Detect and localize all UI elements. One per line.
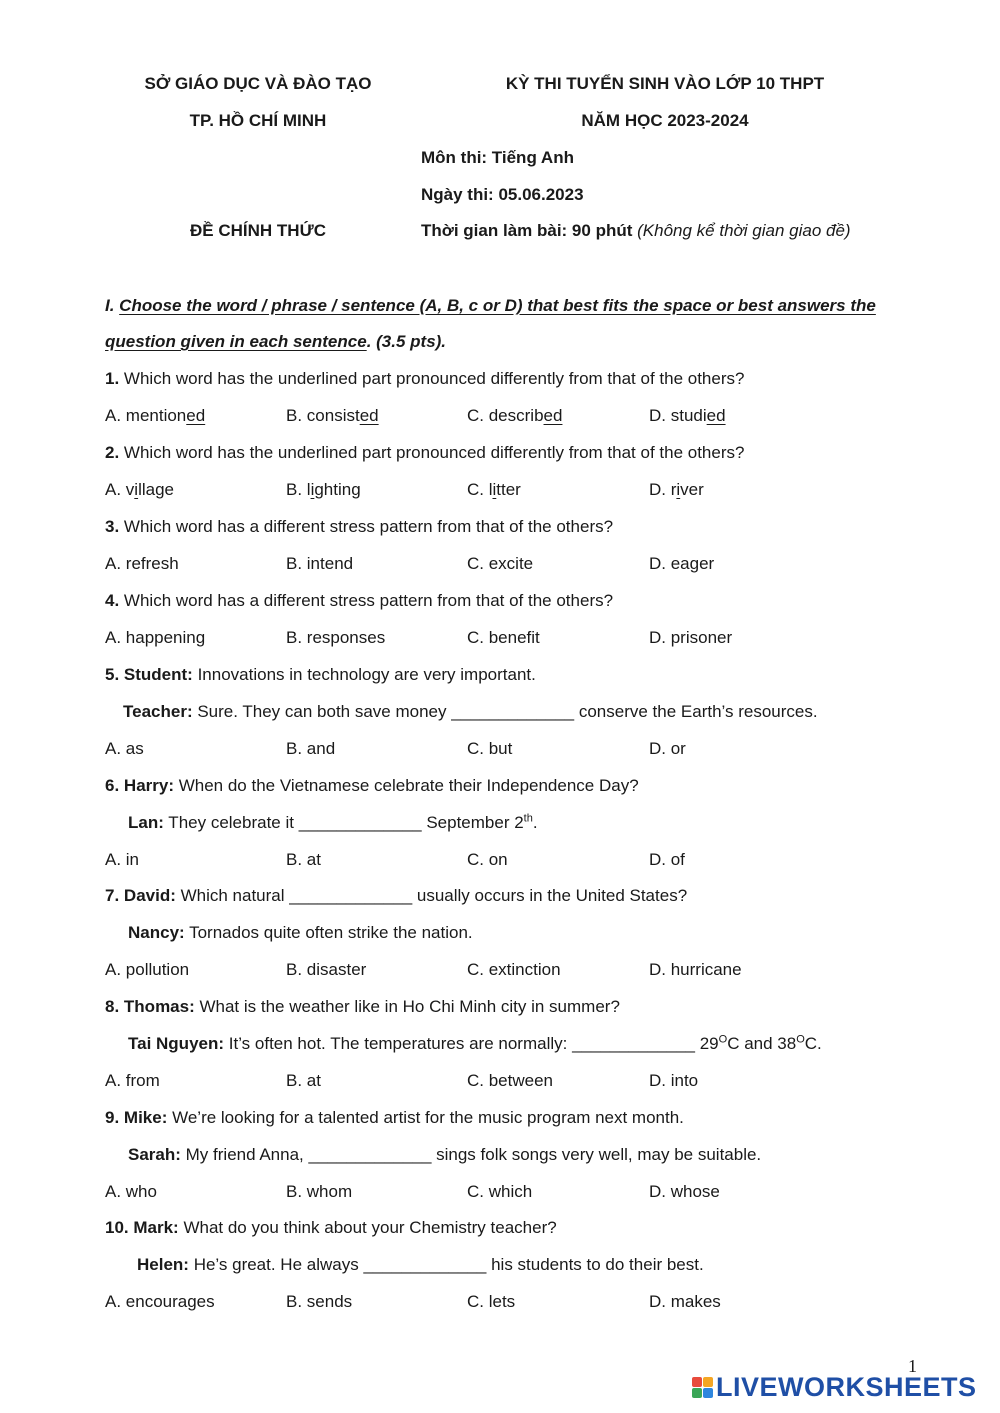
option-d[interactable] [649,405,726,427]
option-d[interactable]: D. into [649,1071,699,1090]
question-7 [105,885,687,907]
option-a[interactable]: A. happening [105,628,206,647]
option-text: C. l [467,480,493,499]
option-text: B. l [286,480,311,499]
underlined-part: ed [543,406,563,425]
question-text: Which word has a different stress pattern from that of the others? [119,517,614,536]
option-b[interactable]: B. responses [286,628,386,647]
option-text: A. mention [105,406,187,425]
underlined-part: i [492,480,497,499]
question-text: Which word has a different stress pattern from that of the others? [119,591,614,610]
question-5 [105,664,536,686]
speaker-name: Mike: [119,1108,168,1127]
dialogue-line: Tornados quite often strike the nation. [184,923,473,942]
option-c[interactable]: C. benefit [467,628,540,647]
exam-time-note: (Không kể thời gian giao đề) [637,221,851,240]
speaker-name: Tai Nguyen: [128,1034,225,1053]
question-number: 1. [105,369,120,388]
option-b[interactable]: B. sends [286,1292,353,1311]
option-c[interactable]: C. extinction [467,960,561,979]
option-text: B. consist [286,406,360,425]
section-instruction-text1: Choose the word / phrase / sentence (A, B, c or D) that best fits the space or best answers the [119,296,876,315]
speaker-name: Sarah: [128,1145,181,1164]
logo-tile [703,1377,713,1387]
underlined-part: ed [359,406,379,425]
question-1 [105,368,744,390]
option-b[interactable]: B. at [286,1071,321,1090]
option-d[interactable]: D. hurricane [649,960,742,979]
logo-tile [692,1377,702,1387]
underlined-part: ed [706,406,726,425]
question-10 [105,1217,557,1239]
liveworksheets-brand: LIVEWORKSHEETS [716,1372,977,1402]
option-c[interactable] [467,479,521,501]
exam-date: Ngày thi: 05.06.2023 [421,185,584,204]
exam-title: KỲ THI TUYỂN SINH VÀO LỚP 10 THPT [505,74,825,93]
question-number: 10. [105,1218,129,1237]
option-d[interactable]: D. whose [649,1182,720,1201]
speaker-name: Teacher: [123,702,193,721]
option-text-rest: tter [496,480,521,499]
speaker-name: Lan: [128,813,164,832]
option-text-rest: ghting [314,480,361,499]
question-7-reply [128,922,473,944]
question-6 [105,775,639,797]
logo-tile [692,1388,702,1398]
dialogue-line: What do you think about your Chemistry teacher? [178,1218,557,1237]
liveworksheets-logo[interactable] [692,1372,977,1403]
section-points: . (3.5 pts). [366,332,447,351]
option-a[interactable]: A. encourages [105,1292,215,1311]
section-instruction-line1 [105,295,876,317]
question-8 [105,996,620,1018]
school-year: NĂM HỌC 2023-2024 [581,111,749,130]
option-a[interactable] [105,479,174,501]
option-c[interactable]: C. lets [467,1292,516,1311]
question-3 [105,516,613,538]
option-c[interactable]: C. excite [467,554,534,573]
option-c[interactable]: C. but [467,739,513,758]
superscript: O [796,1033,805,1046]
option-a[interactable]: A. in [105,850,140,869]
speaker-name: Student: [119,665,193,684]
superscript: O [718,1033,728,1046]
question-number: 2. [105,443,120,462]
option-d[interactable] [649,479,704,501]
question-6-reply [128,812,538,834]
option-d[interactable]: D. or [649,739,686,758]
option-text-rest: llage [138,480,174,499]
option-d[interactable]: D. makes [649,1292,721,1311]
question-10-reply [137,1254,704,1276]
section-roman: I. [105,296,120,315]
official-exam-label: ĐỀ CHÍNH THỨC [190,221,326,240]
page-number: 1 [908,1356,917,1376]
question-number: 7. [105,886,120,905]
dialogue-line: They celebrate it _____________ September 2 [163,813,524,832]
option-b[interactable]: B. intend [286,554,354,573]
option-text: C. describ [467,406,544,425]
option-a[interactable]: A. pollution [105,960,190,979]
question-2 [105,442,744,464]
option-text: D. studi [649,406,707,425]
option-a[interactable]: A. who [105,1182,157,1201]
dialogue-end: . [532,813,538,832]
superscript: th [523,812,533,825]
dialogue-line: We’re looking for a talented artist for the music program next month. [167,1108,684,1127]
speaker-name: Thomas: [119,997,195,1016]
department-name: SỞ GIÁO DỤC VÀ ĐÀO TẠO [144,74,372,93]
question-8-reply [128,1033,822,1055]
speaker-name: David: [119,886,176,905]
section-instruction-text2: question given in each sentence [105,332,367,351]
dialogue-line: Sure. They can both save money _____________ conserve the Earth’s resources. [192,702,818,721]
option-d[interactable]: D. of [649,850,685,869]
speaker-name: Mark: [128,1218,179,1237]
option-text: D. r [649,480,677,499]
option-b[interactable]: B. disaster [286,960,367,979]
dialogue-mid: C and 38 [727,1034,797,1053]
option-c[interactable] [467,405,562,427]
option-a[interactable]: A. refresh [105,554,179,573]
question-number: 9. [105,1108,120,1127]
option-b[interactable] [286,405,379,427]
option-text-rest: ver [680,480,704,499]
question-number: 5. [105,665,120,684]
question-9-reply [128,1144,761,1166]
option-c[interactable]: C. on [467,850,508,869]
exam-time-text: Thời gian làm bài: 90 phút [421,221,633,240]
question-5-reply [123,701,818,723]
dialogue-line: What is the weather like in Ho Chi Minh city in summer? [194,997,620,1016]
question-number: 4. [105,591,120,610]
option-d[interactable]: D. eager [649,554,715,573]
underlined-part: ed [186,406,206,425]
underlined-part: i [310,480,315,499]
question-number: 3. [105,517,120,536]
underlined-part: i [676,480,681,499]
section-instruction-line2 [105,331,446,353]
liveworksheets-icon [692,1377,713,1398]
underlined-part: i [134,480,139,499]
exam-time [421,220,851,242]
dialogue-line: My friend Anna, _____________ sings folk songs very well, may be suitable. [180,1145,762,1164]
question-9 [105,1107,684,1129]
city-name: TP. HỒ CHÍ MINH [189,111,327,130]
option-c[interactable]: C. which [467,1182,533,1201]
option-b[interactable] [286,479,361,501]
speaker-name: Helen: [137,1255,189,1274]
question-4 [105,590,613,612]
question-text: Which word has the underlined part pronounced differently from that of the others? [119,369,745,388]
question-text: Which word has the underlined part pronounced differently from that of the others? [119,443,745,462]
logo-tile [703,1388,713,1398]
option-b[interactable]: B. whom [286,1182,353,1201]
speaker-name: Nancy: [128,923,185,942]
exam-subject: Môn thi: Tiếng Anh [421,148,574,167]
question-number: 8. [105,997,120,1016]
dialogue-line: When do the Vietnamese celebrate their Independence Day? [174,776,639,795]
option-d[interactable]: D. prisoner [649,628,733,647]
option-c[interactable]: C. between [467,1071,553,1090]
option-a[interactable]: A. from [105,1071,160,1090]
dialogue-line: It’s often hot. The temperatures are normally: _____________ 29 [224,1034,719,1053]
dialogue-line: He’s great. He always _____________ his students to do their best. [188,1255,704,1274]
speaker-name: Harry: [119,776,174,795]
dialogue-end: C. [804,1034,822,1053]
option-b[interactable]: B. at [286,850,321,869]
dialogue-line: Innovations in technology are very important. [192,665,536,684]
option-text: A. v [105,480,135,499]
option-b[interactable]: B. and [286,739,336,758]
question-number: 6. [105,776,120,795]
option-a[interactable] [105,405,205,427]
dialogue-line: Which natural _____________ usually occurs in the United States? [175,886,688,905]
option-a[interactable]: A. as [105,739,144,758]
